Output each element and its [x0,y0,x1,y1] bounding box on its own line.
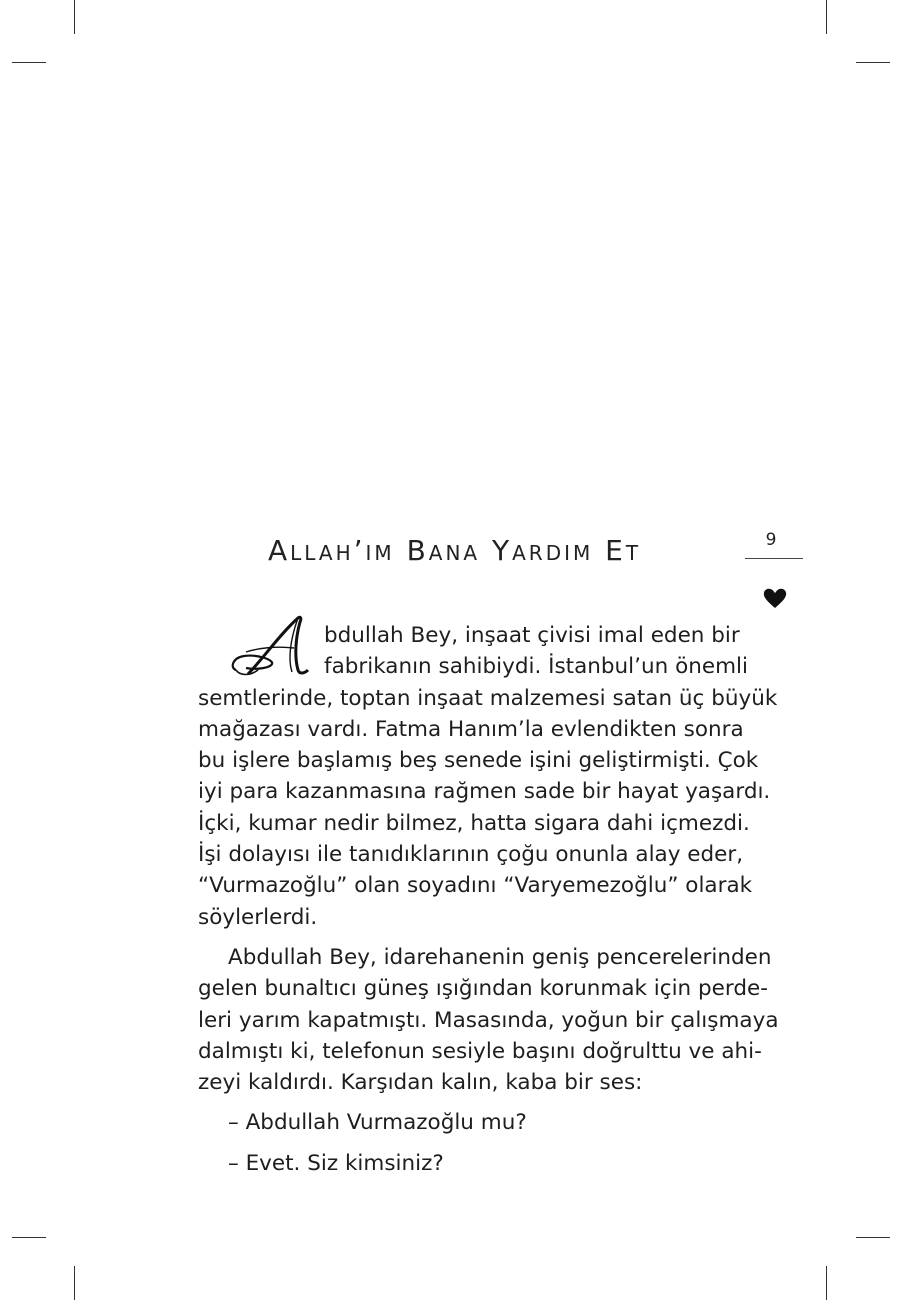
text-line: semtlerinde, toptan inşaat malzemesi satan üç büyük [198,685,778,711]
chapter-title: Allah’ım Bana Yardım Et [268,534,642,567]
text-line: söylerlerdi. [198,904,318,930]
text-line: mağazası vardı. Fatma Hanım’la evlendikten sonra [198,716,744,742]
crop-mark-right-bottom [856,1237,890,1238]
paragraph-1 [198,620,748,683]
crop-mark-bottom-right [826,1266,827,1300]
crop-mark-bottom-left [74,1266,75,1300]
paragraph-2 [198,942,779,1098]
text-line: fabrikanın sahibiydi. İstanbul’un önemli [324,654,748,680]
text-line: İşi dolayısı ile tanıdıklarının çoğu onunla alay eder, [198,842,744,868]
text-line: dalmıştı ki, telefonun sesiyle başını doğrulttu ve ahi- [198,1038,762,1064]
text-line: Abdullah Bey, idarehanenin geniş pencerelerinden [228,944,772,970]
text-line: bu işlere başlamış beş senede işini geliştirmişti. Çok [198,748,759,774]
crop-mark-top-left [74,0,75,34]
crop-mark-right-top [856,62,890,63]
crop-mark-left-top [12,62,46,63]
dialogue-line: – Evet. Siz kimsiniz? [228,1150,444,1176]
text-line: iyi para kazanmasına rağmen sade bir hayat yaşardı. [198,779,771,805]
text-line: İçki, kumar nedir bilmez, hatta sigara dahi içmezdi. [198,810,750,836]
text-line: zeyi kaldırdı. Karşıdan kalın, kaba bir ses: [198,1070,643,1096]
text-line: gelen bunaltıcı güneş ışığından korunmak için perde- [198,976,768,1002]
page-number-rule [745,558,803,559]
crop-mark-left-bottom [12,1237,46,1238]
text-line: “Vurmazoğlu” olan soyadını “Varyemezoğlu” olarak [198,873,753,899]
text-line: bdullah Bey, inşaat çivisi imal eden bir [324,623,740,648]
page-number: 9 [765,530,777,550]
dialogue-line: – Abdullah Vurmazoğlu mu? [228,1110,527,1136]
heart-icon [762,585,788,611]
body-text [198,620,779,1179]
text-line: leri yarım kapatmıştı. Masasında, yoğun bir çalışmaya [198,1007,779,1033]
crop-mark-top-right [826,0,827,34]
paragraph-gap [198,933,735,942]
